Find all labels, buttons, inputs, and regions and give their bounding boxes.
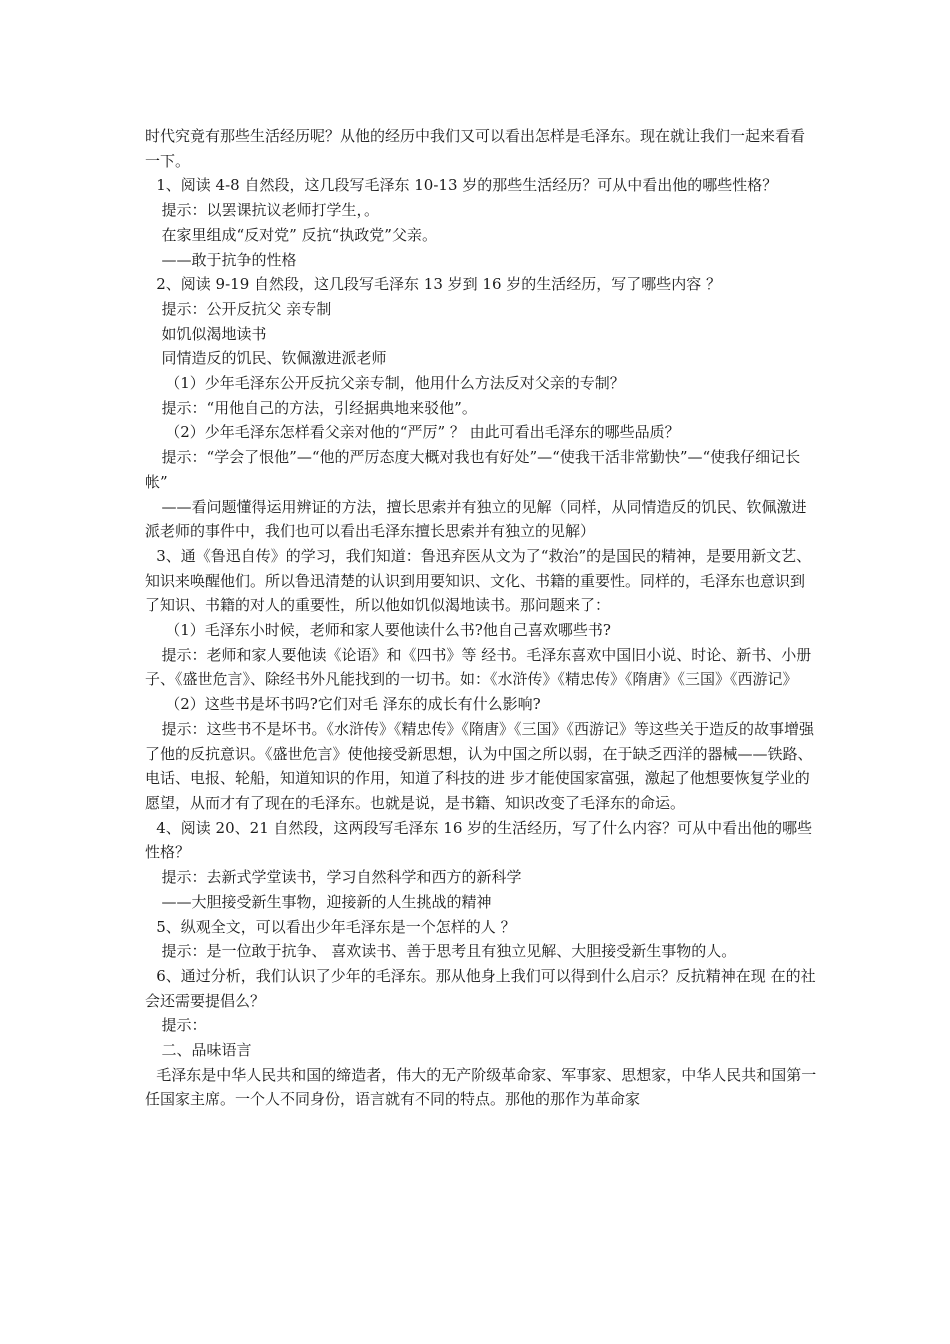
hint-2-1: 提示：“用他自己的方法，引经据典地来驳他”。 — [161, 398, 477, 417]
hint-2: 提示：公开反抗父 亲专制 — [161, 299, 332, 318]
question-3: 3、通《鲁迅自传》的学习，我们知道：鲁迅弃医从文为了“救治”的是国民的精神，是要用新文艺、知识来唤醒他们。所以鲁迅清楚的认识到用要知识、文化、书籍的重要性。同样的，毛泽东也意识到了知识、书籍的对人的重要性，所以他如饥似渴地读书。那问题来了： — [145, 546, 812, 615]
hint-1-line-2: 在家里组成“反对党” 反抗“执政党”父亲。 — [161, 225, 437, 244]
document-body — [145, 124, 817, 1112]
hint-6: 提示： — [161, 1016, 207, 1035]
question-5: 5、纵观全文，可以看出少年毛泽东是一个怎样的人 ？ — [156, 917, 516, 936]
question-6: 6、通过分析，我们认识了少年的毛泽东。那从他身上我们可以得到什么启示？反抗精神在现 在的社会还需要提倡么？ — [145, 966, 816, 1010]
answer-4: ——大胆接受新生事物，迎接新的人生挑战的精神 — [161, 892, 492, 911]
question-4: 4、阅读 20、21 自然段，这两段写毛泽东 16 岁的生活经历，写了什么内容？可从中看出他的哪些性格？ — [145, 818, 813, 862]
paragraph-section-2: 毛泽东是中华人民共和国的缔造者，伟大的无产阶级革命家、军事家、思想家，中华人民共和国第一任国家主席。一个人不同身份，语言就有不同的特点。那他的那作为革命家 — [145, 1065, 817, 1109]
sub-question-2-1: （1）少年毛泽东公开反抗父亲专制，他用什么方法反对父亲的专制？ — [165, 374, 625, 393]
hint-5: 提示：是一位敢于抗争、 喜欢读书、善于思考且有独立见解、大胆接受新生事物的人。 — [161, 942, 737, 961]
hint-2-line-3: 同情造反的饥民、钦佩激进派老师 — [161, 349, 387, 368]
question-2: 2、阅读 9-19 自然段，这几段写毛泽东 13 岁到 16 岁的生活经历，写了哪些内容 ？ — [156, 275, 722, 294]
paragraph-intro: 时代究竟有那些生活经历呢？从他的经历中我们又可以看出怎样是毛泽东。现在就让我们一起来看看一下。 — [145, 127, 806, 170]
hint-2-2: 提示：“学会了恨他”—“他的严厉态度大概对我也有好处”—“使我干活非常勤快”—“使我仔细记长帐” — [145, 448, 801, 491]
hint-3-2: 提示：这些书不是坏书。《水浒传》《精忠传》《隋唐》《三国》《西游记》等这些关于造反的故事增强了他的反抗意识。《盛世危言》使他接受新思想，认为中国之所以弱，在于缺乏西洋的器械——铁路、电话、电报、轮船，知道知识的作用，知道了科技的进 步才能使国家富强，激起了他想要恢复学业的愿望，从而才有了现在的毛泽东。也就是说，是书籍、知识改变了毛泽东的命运。 — [145, 719, 815, 812]
hint-1: 提示：以罢课抗议老师打学生，。 — [161, 201, 380, 220]
hint-3-1: 提示：老师和家人要他读《论语》和《四书》等 经书。毛泽东喜欢中国旧小说、时论、新书、小册子、《盛世危言》、除经书外凡能找到的一切书。如：《水浒传》《精忠传》《隋唐》《三国》《西游记》 — [145, 645, 812, 689]
section-heading-2: 二、品味语言 — [161, 1041, 252, 1060]
hint-2-line-2: 如饥似渴地读书 — [161, 324, 267, 343]
sub-question-2-2: （2）少年毛泽东怎样看父亲对他的“严厉” ？ 由此可看出毛泽东的哪些品质？ — [165, 423, 680, 442]
question-1: 1、阅读 4-8 自然段，这几段写毛泽东 10-13 岁的那些生活经历？可从中看出他的哪些性格？ — [156, 176, 778, 195]
sub-question-3-2: （2）这些书是坏书吗?它们对毛 泽东的成长有什么影响? — [165, 695, 541, 714]
answer-2-2: ——看问题懂得运用辨证的方法，擅长思索并有独立的见解（同样，从同情造反的饥民、钦佩激进派老师的事件中，我们也可以看出毛泽东擅长思索并有独立的见解） — [145, 497, 807, 541]
answer-1: ——敢于抗争的性格 — [161, 250, 297, 269]
hint-4: 提示：去新式学堂读书，学习自然科学和西方的新科学 — [161, 868, 522, 887]
sub-question-3-1: （1）毛泽东小时候，老师和家人要他读什么书?他自己喜欢哪些书? — [165, 621, 611, 640]
